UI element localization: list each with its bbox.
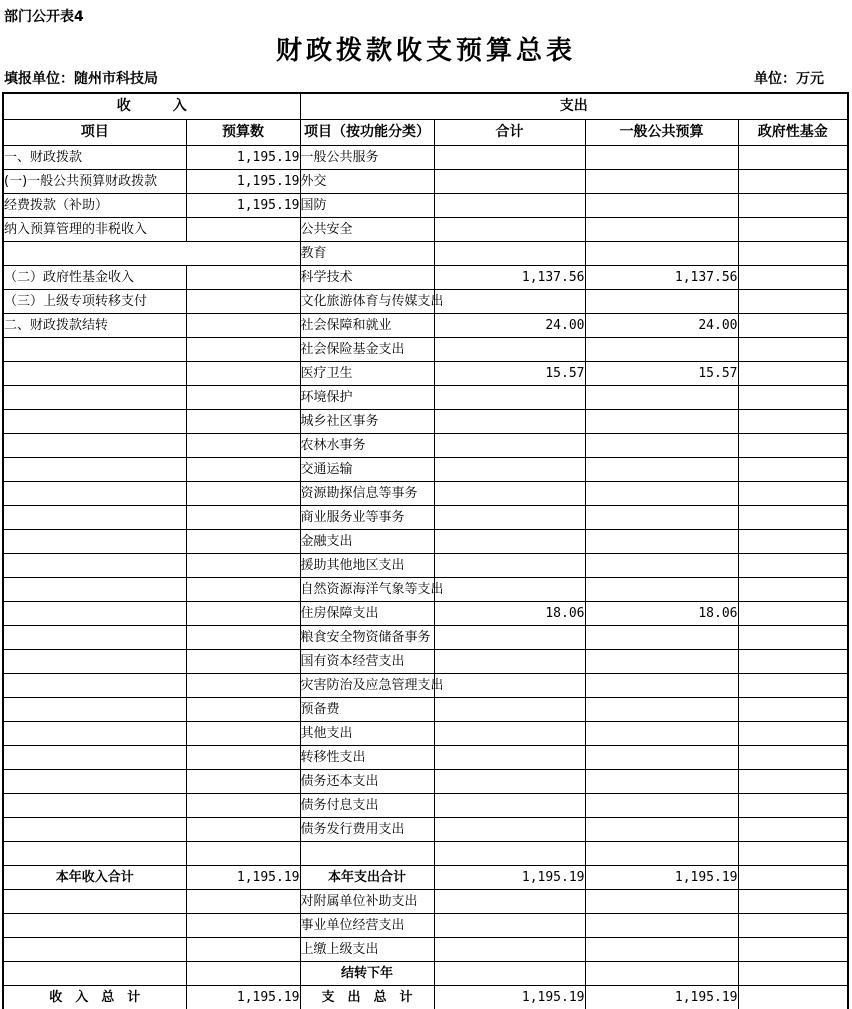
expense-gov-fund-cell <box>738 146 848 170</box>
expense-item-cell: 城乡社区事务 <box>300 410 434 434</box>
expense-total-cell: 18.06 <box>434 602 585 626</box>
expense-item-cell: 医疗卫生 <box>300 362 434 386</box>
income-item-cell: (一)一般公共预算财政拨款 <box>3 170 186 194</box>
expense-gov-fund-cell <box>738 698 848 722</box>
income-item-cell <box>3 602 186 626</box>
expense-item-cell: 灾害防治及应急管理支出 <box>300 674 434 698</box>
expense-gov-fund-cell <box>738 746 848 770</box>
expense-general-budget-cell <box>585 914 738 938</box>
income-item-cell <box>3 578 186 602</box>
income-budget-cell <box>186 674 300 698</box>
expense-total-cell <box>434 746 585 770</box>
table-row <box>3 554 848 578</box>
expense-general-budget-cell <box>585 650 738 674</box>
expense-gov-fund-cell <box>738 386 848 410</box>
expense-total-cell <box>434 842 585 866</box>
table-row <box>3 962 848 986</box>
col-header-expense-total: 合计 <box>434 120 585 146</box>
expense-general-budget-cell <box>585 938 738 962</box>
income-budget-cell <box>186 818 300 842</box>
expense-item-cell <box>300 842 434 866</box>
table-row <box>3 362 848 386</box>
expense-total-cell: 24.00 <box>434 314 585 338</box>
expense-total-cell <box>434 794 585 818</box>
income-budget-cell <box>186 746 300 770</box>
income-item-cell <box>3 746 186 770</box>
income-budget-cell <box>186 794 300 818</box>
expense-item-cell: 债务还本支出 <box>300 770 434 794</box>
budget-table-body <box>3 146 848 1009</box>
income-item-cell <box>3 362 186 386</box>
expense-total-cell <box>434 914 585 938</box>
income-budget-cell <box>186 698 300 722</box>
income-budget-cell <box>186 506 300 530</box>
income-item-cell <box>3 338 186 362</box>
expense-general-budget-cell <box>585 890 738 914</box>
expense-total-cell <box>434 482 585 506</box>
income-item-cell: 本年收入合计 <box>3 866 186 890</box>
expense-gov-fund-cell <box>738 890 848 914</box>
expense-total-cell <box>434 290 585 314</box>
income-budget-cell <box>186 914 300 938</box>
income-item-cell <box>3 650 186 674</box>
table-row <box>3 938 848 962</box>
table-row <box>3 266 848 290</box>
expense-gov-fund-cell <box>738 962 848 986</box>
table-row <box>3 578 848 602</box>
expense-general-budget-cell <box>585 242 738 266</box>
expense-item-cell: 转移性支出 <box>300 746 434 770</box>
expense-item-cell: 国防 <box>300 194 434 218</box>
expense-item-cell: 公共安全 <box>300 218 434 242</box>
budget-table <box>2 92 849 1009</box>
expense-group-header: 支出 <box>300 93 848 120</box>
income-budget-cell: 1,195.19 <box>186 986 300 1009</box>
income-merged-cell <box>3 242 300 266</box>
expense-total-cell <box>434 410 585 434</box>
expense-item-cell: 社会保障和就业 <box>300 314 434 338</box>
expense-gov-fund-cell <box>738 602 848 626</box>
expense-general-budget-cell <box>585 458 738 482</box>
expense-general-budget-cell <box>585 338 738 362</box>
expense-item-cell: 国有资本经营支出 <box>300 650 434 674</box>
expense-general-budget-cell <box>585 410 738 434</box>
income-budget-cell <box>186 578 300 602</box>
income-budget-cell <box>186 842 300 866</box>
table-row <box>3 458 848 482</box>
expense-total-cell: 1,195.19 <box>434 866 585 890</box>
income-item-cell <box>3 722 186 746</box>
expense-item-cell: 粮食安全物资储备事务 <box>300 626 434 650</box>
table-row <box>3 986 848 1009</box>
expense-gov-fund-cell <box>738 770 848 794</box>
expense-item-cell: 自然资源海洋气象等支出 <box>300 578 434 602</box>
income-item-cell <box>3 962 186 986</box>
income-item-cell <box>3 410 186 434</box>
expense-item-cell: 交通运输 <box>300 458 434 482</box>
expense-gov-fund-cell <box>738 578 848 602</box>
income-item-cell <box>3 506 186 530</box>
expense-gov-fund-cell <box>738 290 848 314</box>
table-row <box>3 626 848 650</box>
table-row <box>3 866 848 890</box>
expense-gov-fund-cell <box>738 794 848 818</box>
expense-item-cell: 一般公共服务 <box>300 146 434 170</box>
income-budget-cell <box>186 338 300 362</box>
expense-general-budget-cell <box>585 218 738 242</box>
expense-general-budget-cell: 24.00 <box>585 314 738 338</box>
table-row <box>3 290 848 314</box>
expense-gov-fund-cell <box>738 506 848 530</box>
income-budget-cell <box>186 458 300 482</box>
expense-gov-fund-cell <box>738 650 848 674</box>
expense-total-cell <box>434 506 585 530</box>
expense-gov-fund-cell <box>738 938 848 962</box>
expense-general-budget-cell <box>585 674 738 698</box>
table-row <box>3 338 848 362</box>
table-row <box>3 218 848 242</box>
expense-item-cell: 预备费 <box>300 698 434 722</box>
expense-gov-fund-cell <box>738 674 848 698</box>
income-budget-cell <box>186 410 300 434</box>
expense-total-cell: 1,195.19 <box>434 986 585 1009</box>
expense-item-cell: 援助其他地区支出 <box>300 554 434 578</box>
income-budget-cell: 1,195.19 <box>186 146 300 170</box>
expense-total-cell <box>434 578 585 602</box>
income-budget-cell <box>186 650 300 674</box>
income-item-cell: 二、财政拨款结转 <box>3 314 186 338</box>
expense-general-budget-cell <box>585 506 738 530</box>
expense-gov-fund-cell <box>738 362 848 386</box>
col-header-income-item: 项目 <box>3 120 186 146</box>
expense-gov-fund-cell <box>738 266 848 290</box>
income-budget-cell <box>186 962 300 986</box>
expense-total-cell <box>434 554 585 578</box>
expense-gov-fund-cell <box>738 314 848 338</box>
expense-total-cell <box>434 458 585 482</box>
table-row <box>3 602 848 626</box>
table-row <box>3 482 848 506</box>
expense-item-cell: 商业服务业等事务 <box>300 506 434 530</box>
table-row <box>3 506 848 530</box>
income-item-cell: 一、财政拨款 <box>3 146 186 170</box>
expense-item-cell: 社会保险基金支出 <box>300 338 434 362</box>
expense-total-cell <box>434 242 585 266</box>
table-row <box>3 842 848 866</box>
expense-general-budget-cell <box>585 170 738 194</box>
expense-general-budget-cell <box>585 530 738 554</box>
expense-total-cell <box>434 938 585 962</box>
expense-item-cell: 上缴上级支出 <box>300 938 434 962</box>
expense-general-budget-cell <box>585 746 738 770</box>
expense-item-cell: 住房保障支出 <box>300 602 434 626</box>
expense-total-cell <box>434 890 585 914</box>
income-budget-cell: 1,195.19 <box>186 194 300 218</box>
expense-general-budget-cell <box>585 386 738 410</box>
expense-general-budget-cell <box>585 194 738 218</box>
budget-table-header <box>3 93 848 146</box>
expense-total-cell <box>434 218 585 242</box>
income-item-cell <box>3 554 186 578</box>
expense-total-cell <box>434 170 585 194</box>
expense-gov-fund-cell <box>738 242 848 266</box>
expense-item-cell: 农林水事务 <box>300 434 434 458</box>
income-budget-cell <box>186 530 300 554</box>
page-title: 财政拨款收支预算总表 <box>275 36 576 66</box>
income-item-cell <box>3 890 186 914</box>
expense-general-budget-cell <box>585 146 738 170</box>
income-item-cell: （二）政府性基金收入 <box>3 266 186 290</box>
expense-gov-fund-cell <box>738 170 848 194</box>
expense-general-budget-cell <box>585 434 738 458</box>
expense-general-budget-cell: 1,195.19 <box>585 986 738 1009</box>
income-item-cell: 纳入预算管理的非税收入 <box>3 218 186 242</box>
expense-gov-fund-cell <box>738 458 848 482</box>
table-row <box>3 818 848 842</box>
expense-item-cell: 文化旅游体育与传媒支出 <box>300 290 434 314</box>
income-budget-cell <box>186 266 300 290</box>
income-budget-cell <box>186 290 300 314</box>
income-item-cell <box>3 770 186 794</box>
income-item-cell <box>3 842 186 866</box>
expense-total-cell <box>434 146 585 170</box>
income-budget-cell <box>186 482 300 506</box>
expense-total-cell: 1,137.56 <box>434 266 585 290</box>
table-row <box>3 194 848 218</box>
income-item-cell <box>3 530 186 554</box>
expense-general-budget-cell <box>585 578 738 602</box>
expense-general-budget-cell <box>585 818 738 842</box>
table-row <box>3 914 848 938</box>
expense-item-cell: 其他支出 <box>300 722 434 746</box>
expense-item-cell: 对附属单位补助支出 <box>300 890 434 914</box>
income-budget-cell <box>186 554 300 578</box>
income-budget-cell <box>186 434 300 458</box>
expense-general-budget-cell <box>585 722 738 746</box>
income-item-cell: （三）上级专项转移支付 <box>3 290 186 314</box>
expense-gov-fund-cell <box>738 626 848 650</box>
expense-item-cell: 环境保护 <box>300 386 434 410</box>
table-row <box>3 170 848 194</box>
col-header-general-budget: 一般公共预算 <box>585 120 738 146</box>
expense-gov-fund-cell <box>738 986 848 1009</box>
expense-gov-fund-cell <box>738 434 848 458</box>
expense-gov-fund-cell <box>738 530 848 554</box>
income-item-cell: 收 入 总 计 <box>3 986 186 1009</box>
table-row <box>3 650 848 674</box>
expense-total-cell <box>434 626 585 650</box>
income-budget-cell <box>186 770 300 794</box>
income-item-cell <box>3 818 186 842</box>
expense-gov-fund-cell <box>738 482 848 506</box>
expense-gov-fund-cell <box>738 818 848 842</box>
income-item-cell <box>3 794 186 818</box>
income-budget-cell <box>186 362 300 386</box>
expense-gov-fund-cell <box>738 410 848 434</box>
expense-gov-fund-cell <box>738 914 848 938</box>
expense-item-cell: 本年支出合计 <box>300 866 434 890</box>
income-group-header: 收 入 <box>3 93 300 120</box>
income-item-cell <box>3 914 186 938</box>
group-header-row <box>3 93 848 120</box>
col-header-expense-item: 项目（按功能分类） <box>300 120 434 146</box>
table-row <box>3 722 848 746</box>
expense-general-budget-cell: 1,195.19 <box>585 866 738 890</box>
expense-general-budget-cell: 18.06 <box>585 602 738 626</box>
expense-general-budget-cell <box>585 794 738 818</box>
income-item-cell: 经费拨款（补助） <box>3 194 186 218</box>
income-budget-cell <box>186 626 300 650</box>
unit-note-label: 单位：万元 <box>754 71 824 87</box>
table-row <box>3 674 848 698</box>
col-header-income-budget: 预算数 <box>186 120 300 146</box>
table-row <box>3 794 848 818</box>
table-row <box>3 410 848 434</box>
income-item-cell <box>3 626 186 650</box>
income-budget-cell <box>186 890 300 914</box>
table-row <box>3 386 848 410</box>
expense-general-budget-cell <box>585 698 738 722</box>
expense-total-cell <box>434 194 585 218</box>
expense-gov-fund-cell <box>738 722 848 746</box>
income-item-cell <box>3 698 186 722</box>
expense-total-cell <box>434 698 585 722</box>
expense-item-cell: 科学技术 <box>300 266 434 290</box>
expense-item-cell: 结转下年 <box>300 962 434 986</box>
expense-general-budget-cell: 15.57 <box>585 362 738 386</box>
expense-total-cell <box>434 530 585 554</box>
expense-general-budget-cell <box>585 770 738 794</box>
table-row <box>3 698 848 722</box>
income-item-cell <box>3 458 186 482</box>
expense-total-cell <box>434 338 585 362</box>
expense-item-cell: 教育 <box>300 242 434 266</box>
expense-total-cell <box>434 434 585 458</box>
expense-general-budget-cell <box>585 842 738 866</box>
table-row <box>3 242 848 266</box>
expense-general-budget-cell <box>585 626 738 650</box>
expense-general-budget-cell: 1,137.56 <box>585 266 738 290</box>
expense-gov-fund-cell <box>738 866 848 890</box>
reporting-unit-label: 填报单位：随州市科技局 <box>4 71 158 87</box>
expense-item-cell: 支 出 总 计 <box>300 986 434 1009</box>
expense-total-cell <box>434 674 585 698</box>
expense-item-cell: 债务发行费用支出 <box>300 818 434 842</box>
expense-item-cell: 金融支出 <box>300 530 434 554</box>
expense-gov-fund-cell <box>738 218 848 242</box>
table-row <box>3 434 848 458</box>
income-budget-cell <box>186 602 300 626</box>
table-row <box>3 314 848 338</box>
expense-general-budget-cell <box>585 482 738 506</box>
expense-total-cell <box>434 962 585 986</box>
income-budget-cell <box>186 314 300 338</box>
expense-total-cell: 15.57 <box>434 362 585 386</box>
table-row <box>3 770 848 794</box>
income-budget-cell: 1,195.19 <box>186 866 300 890</box>
expense-item-cell: 资源勘探信息等事务 <box>300 482 434 506</box>
expense-total-cell <box>434 770 585 794</box>
doc-label: 部门公开表4 <box>4 9 84 25</box>
expense-item-cell: 外交 <box>300 170 434 194</box>
expense-item-cell: 事业单位经营支出 <box>300 914 434 938</box>
income-item-cell <box>3 938 186 962</box>
income-budget-cell <box>186 722 300 746</box>
expense-gov-fund-cell <box>738 338 848 362</box>
expense-gov-fund-cell <box>738 554 848 578</box>
expense-gov-fund-cell <box>738 194 848 218</box>
income-budget-cell <box>186 386 300 410</box>
income-item-cell <box>3 482 186 506</box>
income-item-cell <box>3 386 186 410</box>
income-item-cell <box>3 434 186 458</box>
income-item-cell <box>3 674 186 698</box>
expense-total-cell <box>434 386 585 410</box>
expense-general-budget-cell <box>585 554 738 578</box>
income-budget-cell <box>186 218 300 242</box>
table-row <box>3 146 848 170</box>
expense-gov-fund-cell <box>738 842 848 866</box>
col-header-gov-fund: 政府性基金 <box>738 120 848 146</box>
expense-total-cell <box>434 650 585 674</box>
table-row <box>3 530 848 554</box>
expense-item-cell: 债务付息支出 <box>300 794 434 818</box>
income-budget-cell: 1,195.19 <box>186 170 300 194</box>
expense-total-cell <box>434 818 585 842</box>
column-header-row <box>3 120 848 146</box>
table-row <box>3 746 848 770</box>
expense-total-cell <box>434 722 585 746</box>
income-budget-cell <box>186 938 300 962</box>
expense-general-budget-cell <box>585 290 738 314</box>
expense-general-budget-cell <box>585 962 738 986</box>
table-row <box>3 890 848 914</box>
